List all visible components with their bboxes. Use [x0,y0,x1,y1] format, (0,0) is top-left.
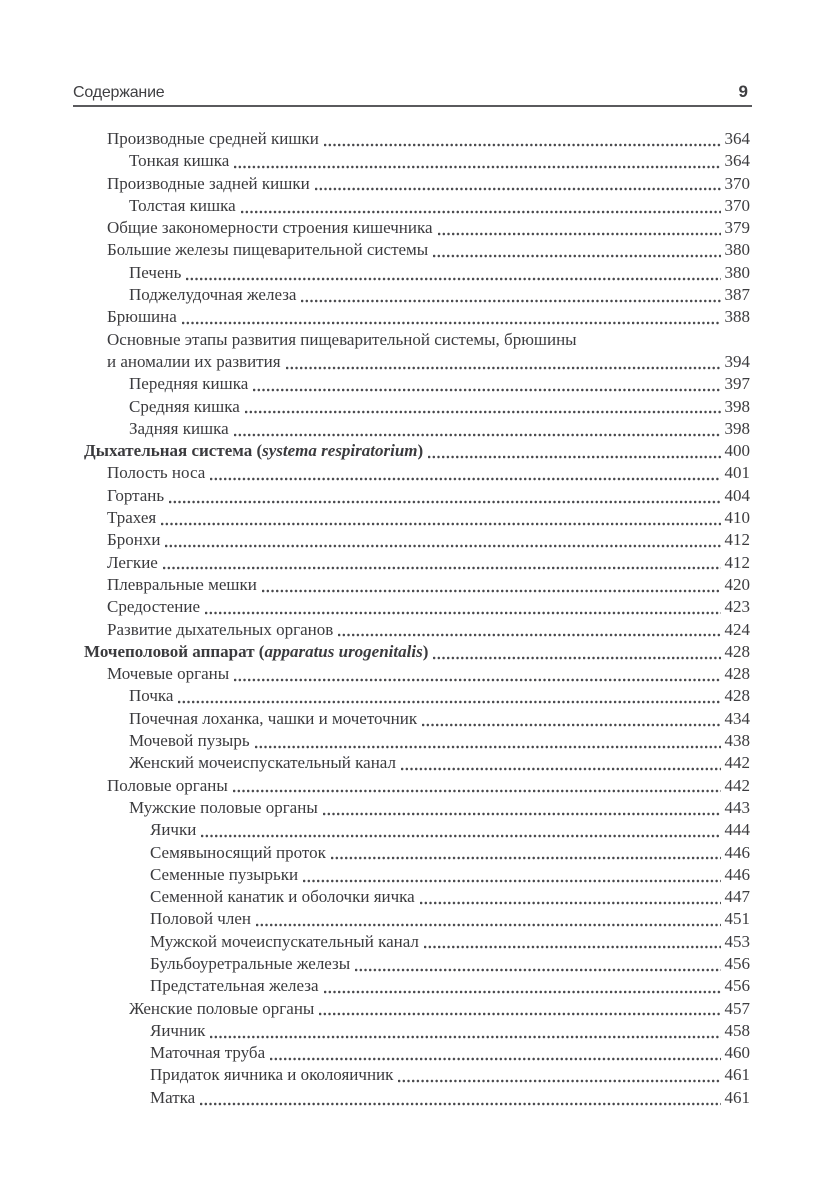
toc-entry-page-number: 461 [724,1087,750,1107]
toc-entry-title: Мужские половые органы [129,797,318,817]
toc-entry-title: Предстательная железа [150,976,319,996]
toc-entry-title: Задняя кишка [129,418,229,438]
toc-entry-title: Мочевой пузырь [129,731,250,751]
dot-leader [338,633,720,637]
toc-entry [84,619,750,641]
toc-entry-page-number: 428 [724,641,750,661]
toc-entry [84,440,750,462]
toc-entry-title: Женский мочеиспускательный канал [129,753,396,773]
toc-entry-title: Передняя кишка [129,374,249,394]
toc-entry [84,819,750,841]
dot-leader [319,1012,720,1016]
dot-leader [163,566,721,570]
toc-entry-page-number: 456 [724,976,750,996]
toc-entry-title: Трахея [107,508,157,528]
toc-entry-title: и аномалии их развития [107,351,281,371]
toc-entry-page-number: 398 [724,396,750,416]
dot-leader [355,968,720,972]
toc-entry-title: Половые органы [107,775,228,795]
toc-entry-page-number: 379 [724,218,750,238]
toc-entry-page-number: 457 [724,998,750,1018]
toc-entry [84,998,750,1020]
dot-leader [210,1035,720,1039]
toc-entry-title: Почечная лоханка, чашки и мочеточник [129,708,418,728]
toc-entry-title: Тонкая кишка [129,151,230,171]
toc-entry-page-number: 410 [724,508,750,528]
toc-entry [84,262,750,284]
toc-entry-title: Гортань [107,485,165,505]
dot-leader [245,410,721,414]
toc-entry-page-number: 412 [724,530,750,550]
running-head [73,82,748,102]
dot-leader [301,299,720,303]
dot-leader [262,589,721,593]
toc-entry-page-number: 461 [724,1065,750,1085]
toc-entry [84,552,750,574]
toc-entry [84,351,750,373]
toc-entry [84,284,750,306]
toc-entry-page-number: 398 [724,418,750,438]
toc-entry [84,507,750,529]
toc-entry [84,529,750,551]
toc-entry-title: Половой член [150,909,251,929]
toc-entry-latin-name: systema respiratorium [262,441,418,461]
dot-leader [401,767,721,771]
header-rule-divider [73,105,752,107]
toc-entry-title: Мочеполовой аппарат (apparatus urogenitalis) [84,641,429,661]
dot-leader [422,723,720,727]
toc-entry-title: Производные задней кишки [107,173,310,193]
toc-entry-title: Развитие дыхательных органов [107,619,334,639]
toc-entry [84,931,750,953]
toc-entry-page-number: 380 [724,240,750,260]
toc-entry-page-number: 456 [724,953,750,973]
toc-entry-page-number: 442 [724,775,750,795]
toc-entry-title: Печень [129,262,182,282]
toc-entry [84,975,750,997]
dot-leader [169,500,720,504]
toc-entry [84,150,750,172]
toc-entry-title: Полость носа [107,463,206,483]
toc-entry [84,663,750,685]
dot-leader [270,1057,720,1061]
dot-leader [165,544,720,548]
dot-leader [438,232,721,236]
toc-entry [84,775,750,797]
dot-leader [201,834,720,838]
dot-leader [331,856,721,860]
dot-leader [428,455,720,459]
dot-leader [315,187,721,191]
toc-entry-page-number: 444 [724,820,750,840]
dot-leader [210,477,720,481]
dot-leader [241,210,721,214]
dot-leader [433,254,720,258]
header-page-number: 9 [738,82,748,101]
toc-entry-title: Семенной канатик и оболочки яичка [150,887,415,907]
toc-entry [84,864,750,886]
toc-entry-title: Легкие [107,552,158,572]
toc-entry-page-number: 458 [724,1020,750,1040]
dot-leader [200,1102,720,1106]
toc-entry [84,329,750,351]
toc-entry-title: Семявыносящий проток [150,842,326,862]
dot-leader [256,923,721,927]
dot-leader [303,879,720,883]
toc-entry-page-number: 423 [724,597,750,617]
dot-leader [234,433,721,437]
toc-entry-page-number: 446 [724,864,750,884]
toc-entry-page-number: 434 [724,708,750,728]
toc-list [84,128,750,1109]
toc-entry-title: Придаток яичника и околояичник [150,1065,394,1085]
dot-leader [233,789,721,793]
toc-entry-page-number: 443 [724,797,750,817]
toc-entry [84,1020,750,1042]
toc-entry-title: Семенные пузырьки [150,864,299,884]
toc-entry-title: Почка [129,686,174,706]
toc-entry-page-number: 370 [724,195,750,215]
toc-entry-page-number: 387 [724,285,750,305]
dot-leader [286,366,721,370]
toc-entry-title: Толстая кишка [129,195,236,215]
toc-entry-latin-name: apparatus urogenitalis [264,641,423,661]
dot-leader [398,1079,720,1083]
toc-entry-page-number: 451 [724,909,750,929]
toc-entry [84,217,750,239]
dot-leader [424,945,721,949]
dot-leader [420,901,721,905]
dot-leader [186,277,720,281]
dot-leader [324,990,721,994]
toc-entry-page-number: 438 [724,731,750,751]
dot-leader [323,812,721,816]
toc-entry-page-number: 364 [724,129,750,148]
dot-leader [178,700,720,704]
toc-entry-page-number: 397 [724,374,750,394]
toc-entry-title: Яички [150,820,197,840]
toc-entry [84,574,750,596]
toc-entry-title: Мужской мочеиспускательный канал [150,931,419,951]
toc-entry [84,908,750,930]
toc-entry-title: Поджелудочная железа [129,285,297,305]
toc-entry-page-number: 420 [724,574,750,594]
toc-entry-page-number: 412 [724,552,750,572]
toc-entry-page-number: 428 [724,664,750,684]
toc-entry-title: Мочевые органы [107,664,230,684]
toc-entry [84,886,750,908]
toc-entry [84,1087,750,1109]
toc-entry [84,641,750,663]
toc-entry-page-number: 370 [724,173,750,193]
toc-entry [84,797,750,819]
toc-entry-title: Бульбоуретральные железы [150,953,351,973]
toc-entry-page-number: 404 [724,485,750,505]
toc-entry-title: Средостение [107,597,200,617]
toc-entry [84,396,750,418]
dot-leader [253,388,720,392]
toc-entry [84,1042,750,1064]
dot-leader [324,143,721,147]
toc-entry-page-number: 460 [724,1043,750,1063]
toc-entry [84,418,750,440]
toc-entry-page-number: 394 [724,351,750,371]
toc-entry [84,485,750,507]
toc-entry-page-number: 446 [724,842,750,862]
toc-entry-page-number: 447 [724,887,750,907]
toc-entry-page-number: 400 [724,441,750,461]
toc-entry [84,708,750,730]
toc-entry [84,596,750,618]
toc-entry-title: Матка [150,1087,196,1107]
dot-leader [161,522,720,526]
toc-entry-page-number: 380 [724,262,750,282]
toc-entry-page-number: 442 [724,753,750,773]
toc-entry [84,306,750,328]
toc-entry [84,173,750,195]
dot-leader [433,656,720,660]
toc-entry-title: Брюшина [107,307,177,327]
toc-entry-title: Дыхательная система (systema respiratorium) [84,441,424,461]
dot-leader [205,611,721,615]
toc-entry [84,195,750,217]
toc-entry-page-number: 428 [724,686,750,706]
toc-entry [84,239,750,261]
toc-entry-title: Производные средней кишки [107,129,319,148]
toc-entry [84,373,750,395]
toc-entry-title: Большие железы пищеварительной системы [107,240,429,260]
toc-entry [84,842,750,864]
dot-leader [182,321,721,325]
dot-leader [234,165,720,169]
dot-leader [255,745,721,749]
toc-entry [84,752,750,774]
toc-entry-title: Яичник [150,1020,206,1040]
toc-entry-page-number: 453 [724,931,750,951]
toc-entry-title: Основные этапы развития пищеварительной системы, брюшины [107,329,577,349]
toc-entry-page-number: 401 [724,463,750,483]
toc-entry [84,685,750,707]
dot-leader [234,678,720,682]
toc-entry-title: Плевральные мешки [107,574,257,594]
toc-entry-page-number: 424 [724,619,750,639]
toc-entry-title: Средняя кишка [129,396,240,416]
toc-entry [84,128,750,150]
toc-entry-title: Маточная труба [150,1043,266,1063]
toc-entry-title: Женские половые органы [129,998,315,1018]
toc-entry-page-number: 364 [724,151,750,171]
toc-entry [84,730,750,752]
toc-entry [84,953,750,975]
toc-entry [84,1064,750,1086]
toc-entry-page-number: 388 [724,307,750,327]
toc-entry-title: Общие закономерности строения кишечника [107,218,433,238]
header-title: Содержание [73,84,165,101]
toc-entry [84,462,750,484]
toc-entry-title: Бронхи [107,530,161,550]
